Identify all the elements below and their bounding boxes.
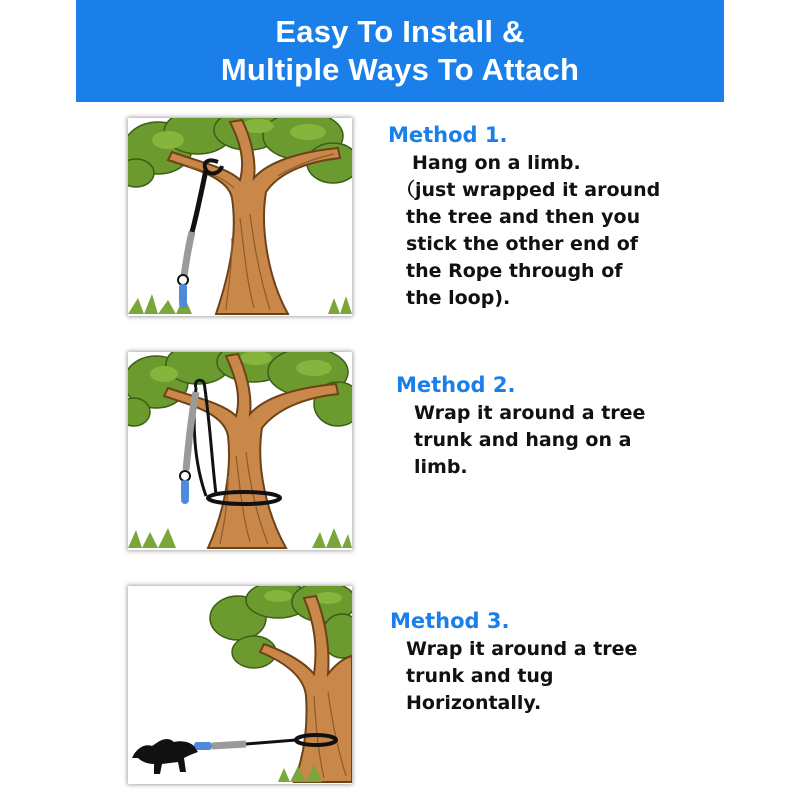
method-2-line: trunk and hang on a xyxy=(414,429,632,451)
method-1-illustration xyxy=(128,118,352,316)
method-1-title: Method 1. xyxy=(388,123,508,147)
method-3-title: Method 3. xyxy=(390,609,510,633)
banner-title-line-1: Easy To Install & xyxy=(275,14,525,49)
method-2-illustration xyxy=(128,352,352,550)
method-3-line: Horizontally. xyxy=(406,692,542,714)
method-1-line: stick the other end of xyxy=(406,233,639,255)
banner-title-line-2: Multiple Ways To Attach xyxy=(220,52,580,87)
method-2-text xyxy=(396,372,645,481)
header-banner xyxy=(76,0,724,102)
method-3-line: Wrap it around a tree xyxy=(406,638,638,660)
method-3-text xyxy=(390,608,637,717)
method-1-text xyxy=(388,122,660,312)
method-2-title: Method 2. xyxy=(396,373,516,397)
method-1-line: （just wrapped it around xyxy=(396,179,661,201)
method-3-line: trunk and tug xyxy=(406,665,554,687)
method-1-line: the tree and then you xyxy=(406,206,641,228)
method-1-line: the Rope through of xyxy=(406,260,623,282)
method-2-line: Wrap it around a tree xyxy=(414,402,646,424)
method-1-line: the loop). xyxy=(406,287,511,309)
method-1-line: Hang on a limb. xyxy=(412,152,581,174)
method-2-line: limb. xyxy=(414,456,468,478)
method-3-illustration xyxy=(128,586,352,784)
